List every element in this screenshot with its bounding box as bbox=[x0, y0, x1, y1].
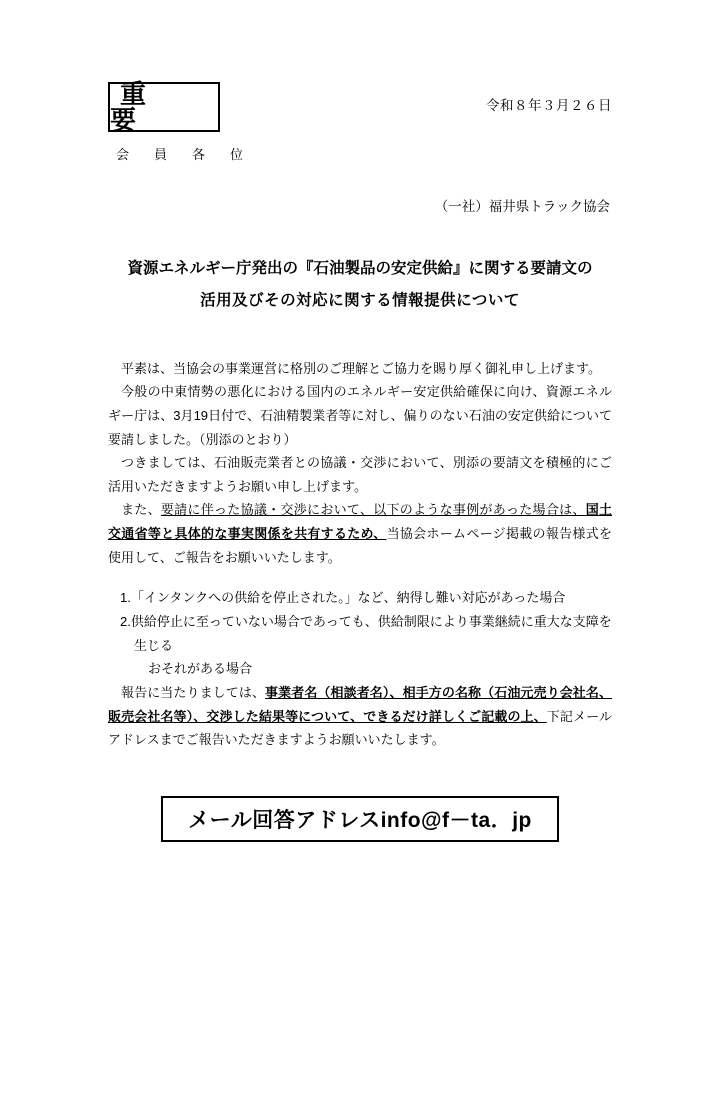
body-paragraph-4-part-a: また、 bbox=[121, 502, 161, 518]
case-list bbox=[108, 586, 612, 681]
body-paragraph-3: つきましては、石油販売業者との協議・交渉において、別添の要請文を積極的にご活用いただきますようお願い申し上げます。 bbox=[108, 455, 612, 494]
document-header bbox=[108, 79, 612, 135]
list-item-text: 「インタンクへの供給を停止された。」など、納得し難い対応があった場合 bbox=[130, 590, 566, 606]
body-paragraph-5 bbox=[108, 681, 612, 752]
document-title-line-2: 活用及びその対応に関する情報提供について bbox=[200, 291, 520, 309]
list-item bbox=[108, 586, 612, 610]
body-paragraph-4-part-c: 国土交通省等と具体的な事実関係を共有するため、 bbox=[108, 502, 612, 542]
document-body bbox=[108, 357, 612, 753]
important-stamp bbox=[108, 79, 220, 135]
document-date: 令和８年３月２６日 bbox=[486, 98, 612, 113]
body-paragraph-5-part-c: 下記メールアドレスまでご報告いただきますようお願いいたします。 bbox=[108, 708, 612, 748]
document-page bbox=[0, 79, 720, 1100]
mail-address-box bbox=[161, 796, 559, 842]
body-paragraph-4-part-d: 当協会ホームページ掲載の報告様式を使用して、ご報告をお願いいたします。 bbox=[108, 526, 612, 565]
body-paragraph-1: 平素は、当協会の事業運営に格別のご理解とご協力を賜り厚く御礼申し上げます。 bbox=[121, 360, 601, 376]
body-paragraph-5-part-b: 事業者名（相談者名）、相手方の名称（石油元売り会社名、販売会社名等）、交渉した結果等について、できるだけ詳しくご記載の上、 bbox=[108, 685, 612, 724]
addressee-line: 会 員 各 位 bbox=[116, 147, 250, 162]
list-item-continuation: おそれがある場合 bbox=[148, 661, 253, 677]
list-item-text: 供給停止に至っていない場合であっても、供給制限により事業継続に重大な支障を生じる bbox=[130, 614, 612, 653]
mail-address-text: メール回答アドレスinfo@f－ta．jp bbox=[188, 809, 532, 833]
body-paragraph-4-part-b: 要請に伴った協議・交渉において、以下のような事例があった場合は、 bbox=[160, 502, 586, 518]
body-paragraph-2: 今般の中東情勢の悪化における国内のエネルギー安定供給確保に向け、資源エネルギー庁は、3月19日付で、石油精製業者等に対し、偏りのない石油の安定供給について要請しました。（別添のとおり） bbox=[108, 384, 612, 447]
list-item-number: 1. bbox=[120, 590, 131, 606]
body-paragraph-5-part-a: 報告に当たりましては、 bbox=[121, 685, 266, 701]
sender-line: （一社）福井県トラック協会 bbox=[434, 199, 610, 214]
body-paragraph-4 bbox=[108, 498, 612, 569]
mail-address-box-wrapper bbox=[108, 796, 612, 842]
list-item-number: 2. bbox=[120, 614, 131, 630]
document-title-line-1: 資源エネルギー庁発出の『石油製品の安定供給』に関する要請文の bbox=[127, 260, 593, 277]
document-title bbox=[108, 253, 612, 317]
important-stamp-label: 重 要 bbox=[110, 79, 193, 135]
list-item bbox=[108, 610, 612, 681]
